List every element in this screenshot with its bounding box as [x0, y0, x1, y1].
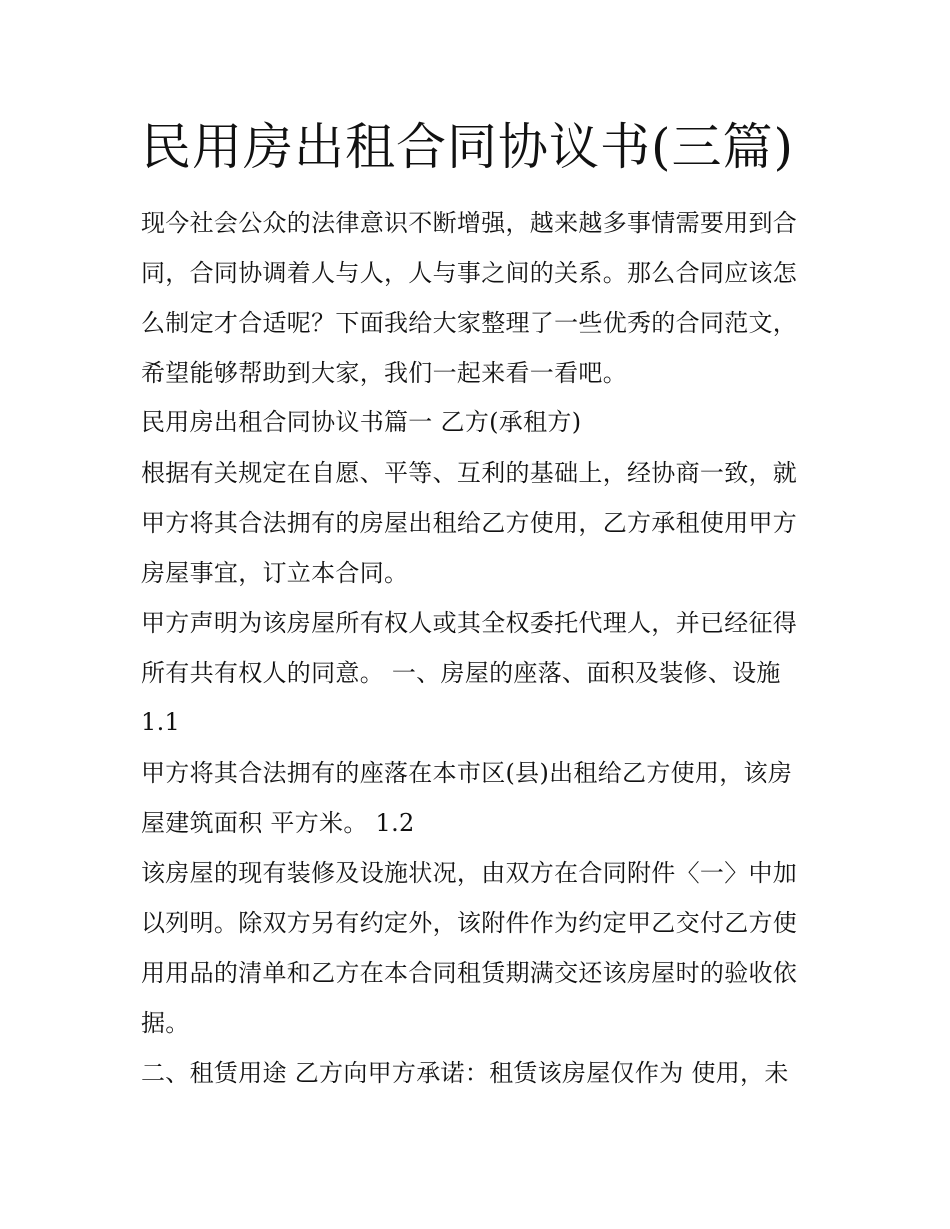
- document-page: [141, 112, 813, 1098]
- clause-number-1-1: 1.1: [141, 708, 181, 736]
- usage-paragraph: 二、租赁用途 乙方向甲方承诺：租赁该房屋仅作为 使用，未: [141, 1059, 789, 1087]
- facilities-paragraph: 该房屋的现有装修及设施状况，由双方在合同附件〈一〉中加以列明。除双方另有约定外，该附件作为约定甲乙交付乙方使用用品的清单和乙方在本合同租赁期满交还该房屋时的验收依据。: [141, 859, 798, 1037]
- intro-paragraph: 现今社会公众的法律意识不断增强，越来越多事情需要用到合同，合同协调着人与人，人与事之间的关系。那么合同应该怎么制定才合适呢？下面我给大家整理了一些优秀的合同范文，希望能够帮助到大家，我们一起来看一看吧。: [141, 209, 798, 387]
- section-heading-one: 民用房出租合同协议书篇一 乙方(承租方): [141, 408, 582, 436]
- agreement-paragraph: 根据有关规定在自愿、平等、互利的基础上，经协商一致，就甲方将其合法拥有的房屋出租给乙方使用，乙方承租使用甲方房屋事宜，订立本合同。: [141, 459, 798, 587]
- declaration-paragraph: 甲方声明为该房屋所有权人或其全权委托代理人，并已经征得所有共有权人的同意。 一、房屋的座落、面积及装修、设施: [141, 609, 798, 687]
- document-title: 民用房出租合同协议书(三篇): [141, 118, 795, 176]
- property-location-paragraph: 甲方将其合法拥有的座落在本市区(县)出租给乙方使用，该房屋建筑面积 平方米。 1.2: [141, 759, 793, 837]
